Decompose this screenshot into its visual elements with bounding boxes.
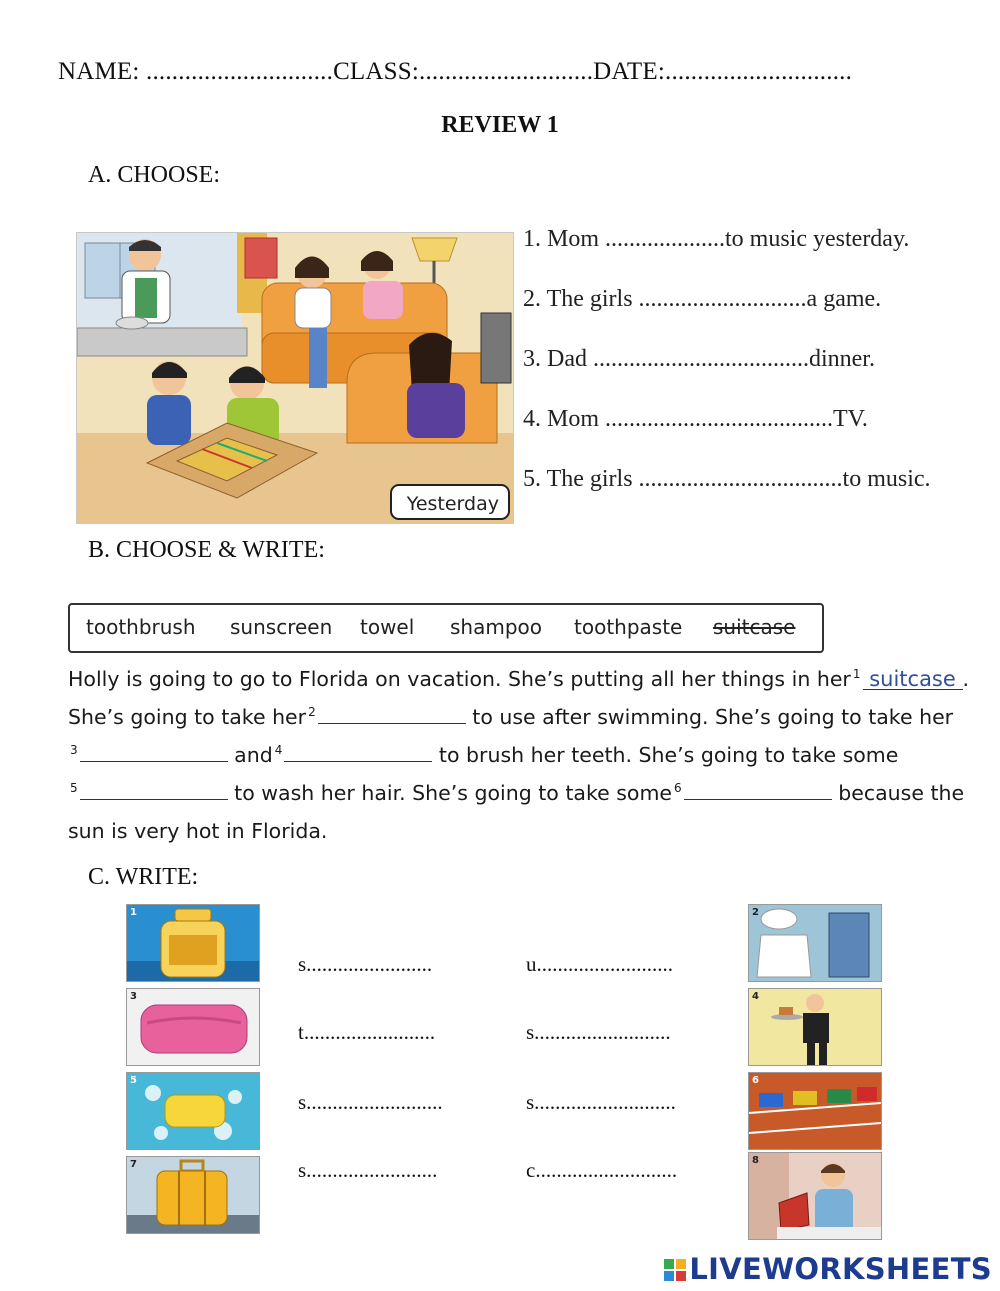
logo-text: LIVEWORKSHEETS bbox=[689, 1252, 992, 1286]
paragraph-text: . bbox=[962, 667, 970, 691]
question-1[interactable]: 1. Mom ....................to music yesterday. bbox=[523, 226, 910, 252]
word-bank-item: toothbrush bbox=[86, 615, 196, 639]
answer-blank-4[interactable] bbox=[284, 743, 432, 762]
soap-icon bbox=[127, 1073, 259, 1149]
liveworksheets-logo bbox=[663, 1252, 992, 1286]
student-info-line bbox=[58, 58, 852, 86]
paragraph-text: to use after swimming. She’s going to take her bbox=[472, 705, 954, 729]
write-line-7[interactable]: s......................... bbox=[298, 1158, 438, 1182]
liveworksheets-icon bbox=[663, 1258, 687, 1282]
blank-number: 2 bbox=[308, 705, 316, 720]
paragraph-text: and bbox=[234, 743, 273, 767]
picture-number: 7 bbox=[130, 1159, 137, 1170]
picture-customer bbox=[748, 1152, 882, 1240]
write-line-5[interactable]: s.......................... bbox=[298, 1090, 443, 1114]
picture-suitcase bbox=[126, 1156, 260, 1234]
blank-number: 3 bbox=[70, 743, 78, 758]
question-4[interactable]: 4. Mom ......................................TV. bbox=[523, 406, 868, 432]
living-room-illustration bbox=[77, 233, 513, 523]
shampoo-bottle-icon bbox=[127, 905, 259, 981]
paragraph-text: to wash her hair. She’s going to take some bbox=[234, 781, 673, 805]
question-2[interactable]: 2. The girls ............................a game. bbox=[523, 286, 882, 312]
write-line-4[interactable]: s.......................... bbox=[526, 1020, 671, 1044]
answer-blank-2[interactable] bbox=[318, 705, 466, 724]
picture-number: 5 bbox=[130, 1075, 137, 1086]
paragraph-line-2 bbox=[68, 705, 953, 729]
customer-icon bbox=[749, 1153, 881, 1239]
picture-number: 1 bbox=[130, 907, 137, 918]
picture-number: 6 bbox=[752, 1075, 759, 1086]
picture-sprinters bbox=[748, 1072, 882, 1150]
suitcase-icon bbox=[127, 1157, 259, 1233]
class-field[interactable]: CLASS:........................... bbox=[333, 58, 594, 85]
towel-icon bbox=[127, 989, 259, 1065]
picture-number: 3 bbox=[130, 991, 137, 1002]
paragraph-line-1 bbox=[68, 667, 969, 691]
write-line-1[interactable]: s........................ bbox=[298, 952, 433, 976]
chef-uniform-icon bbox=[749, 905, 881, 981]
date-field[interactable]: DATE:............................. bbox=[593, 58, 853, 85]
section-a-heading: A. CHOOSE: bbox=[88, 162, 221, 188]
paragraph-line-5: sun is very hot in Florida. bbox=[68, 819, 328, 843]
waiter-icon bbox=[749, 989, 881, 1065]
picture-towel bbox=[126, 988, 260, 1066]
picture-number: 8 bbox=[752, 1155, 759, 1166]
picture-number: 4 bbox=[752, 991, 759, 1002]
write-line-8[interactable]: c........................... bbox=[526, 1158, 678, 1182]
paragraph-text: She’s going to take her bbox=[68, 705, 307, 729]
section-c-heading: C. WRITE: bbox=[88, 864, 199, 890]
answer-blank-1[interactable]: suitcase bbox=[863, 667, 963, 690]
word-bank-item: shampoo bbox=[450, 615, 543, 639]
word-bank-item: toothpaste bbox=[574, 615, 683, 639]
paragraph-text: Holly is going to go to Florida on vacation. She’s putting all her things in her bbox=[68, 667, 851, 691]
word-bank-item: sunscreen bbox=[230, 615, 333, 639]
write-line-6[interactable]: s........................... bbox=[526, 1090, 676, 1114]
word-bank-item-used: suitcase bbox=[713, 615, 796, 639]
section-b-heading: B. CHOOSE & WRITE: bbox=[88, 537, 325, 563]
paragraph-line-4 bbox=[68, 781, 964, 805]
yesterday-label: Yesterday bbox=[406, 493, 499, 515]
blank-number: 5 bbox=[70, 781, 78, 796]
blank-number: 4 bbox=[274, 743, 283, 758]
picture-uniform bbox=[748, 904, 882, 982]
question-5[interactable]: 5. The girls ..................................to music. bbox=[523, 466, 931, 492]
name-field[interactable]: NAME: ............................. bbox=[58, 58, 334, 85]
worksheet-title: REVIEW 1 bbox=[441, 112, 559, 138]
paragraph-text: because the bbox=[838, 781, 965, 805]
paragraph-line-3 bbox=[68, 743, 898, 767]
answer-blank-5[interactable] bbox=[80, 781, 228, 800]
write-line-3[interactable]: t......................... bbox=[298, 1020, 436, 1044]
word-bank-item: towel bbox=[360, 615, 415, 639]
blank-number: 6 bbox=[674, 781, 682, 796]
answer-blank-3[interactable] bbox=[80, 743, 228, 762]
picture-soap bbox=[126, 1072, 260, 1150]
sprinters-icon bbox=[749, 1073, 881, 1149]
question-3[interactable]: 3. Dad ....................................dinner. bbox=[523, 346, 875, 372]
blank-number: 1 bbox=[852, 667, 861, 682]
living-room-scene bbox=[76, 232, 514, 524]
paragraph-text: to brush her teeth. She’s going to take some bbox=[438, 743, 899, 767]
picture-number: 2 bbox=[752, 907, 759, 918]
picture-shampoo bbox=[126, 904, 260, 982]
answer-blank-6[interactable] bbox=[684, 781, 832, 800]
picture-waiter bbox=[748, 988, 882, 1066]
write-line-2[interactable]: u.......................... bbox=[526, 952, 673, 976]
word-bank bbox=[68, 603, 824, 653]
